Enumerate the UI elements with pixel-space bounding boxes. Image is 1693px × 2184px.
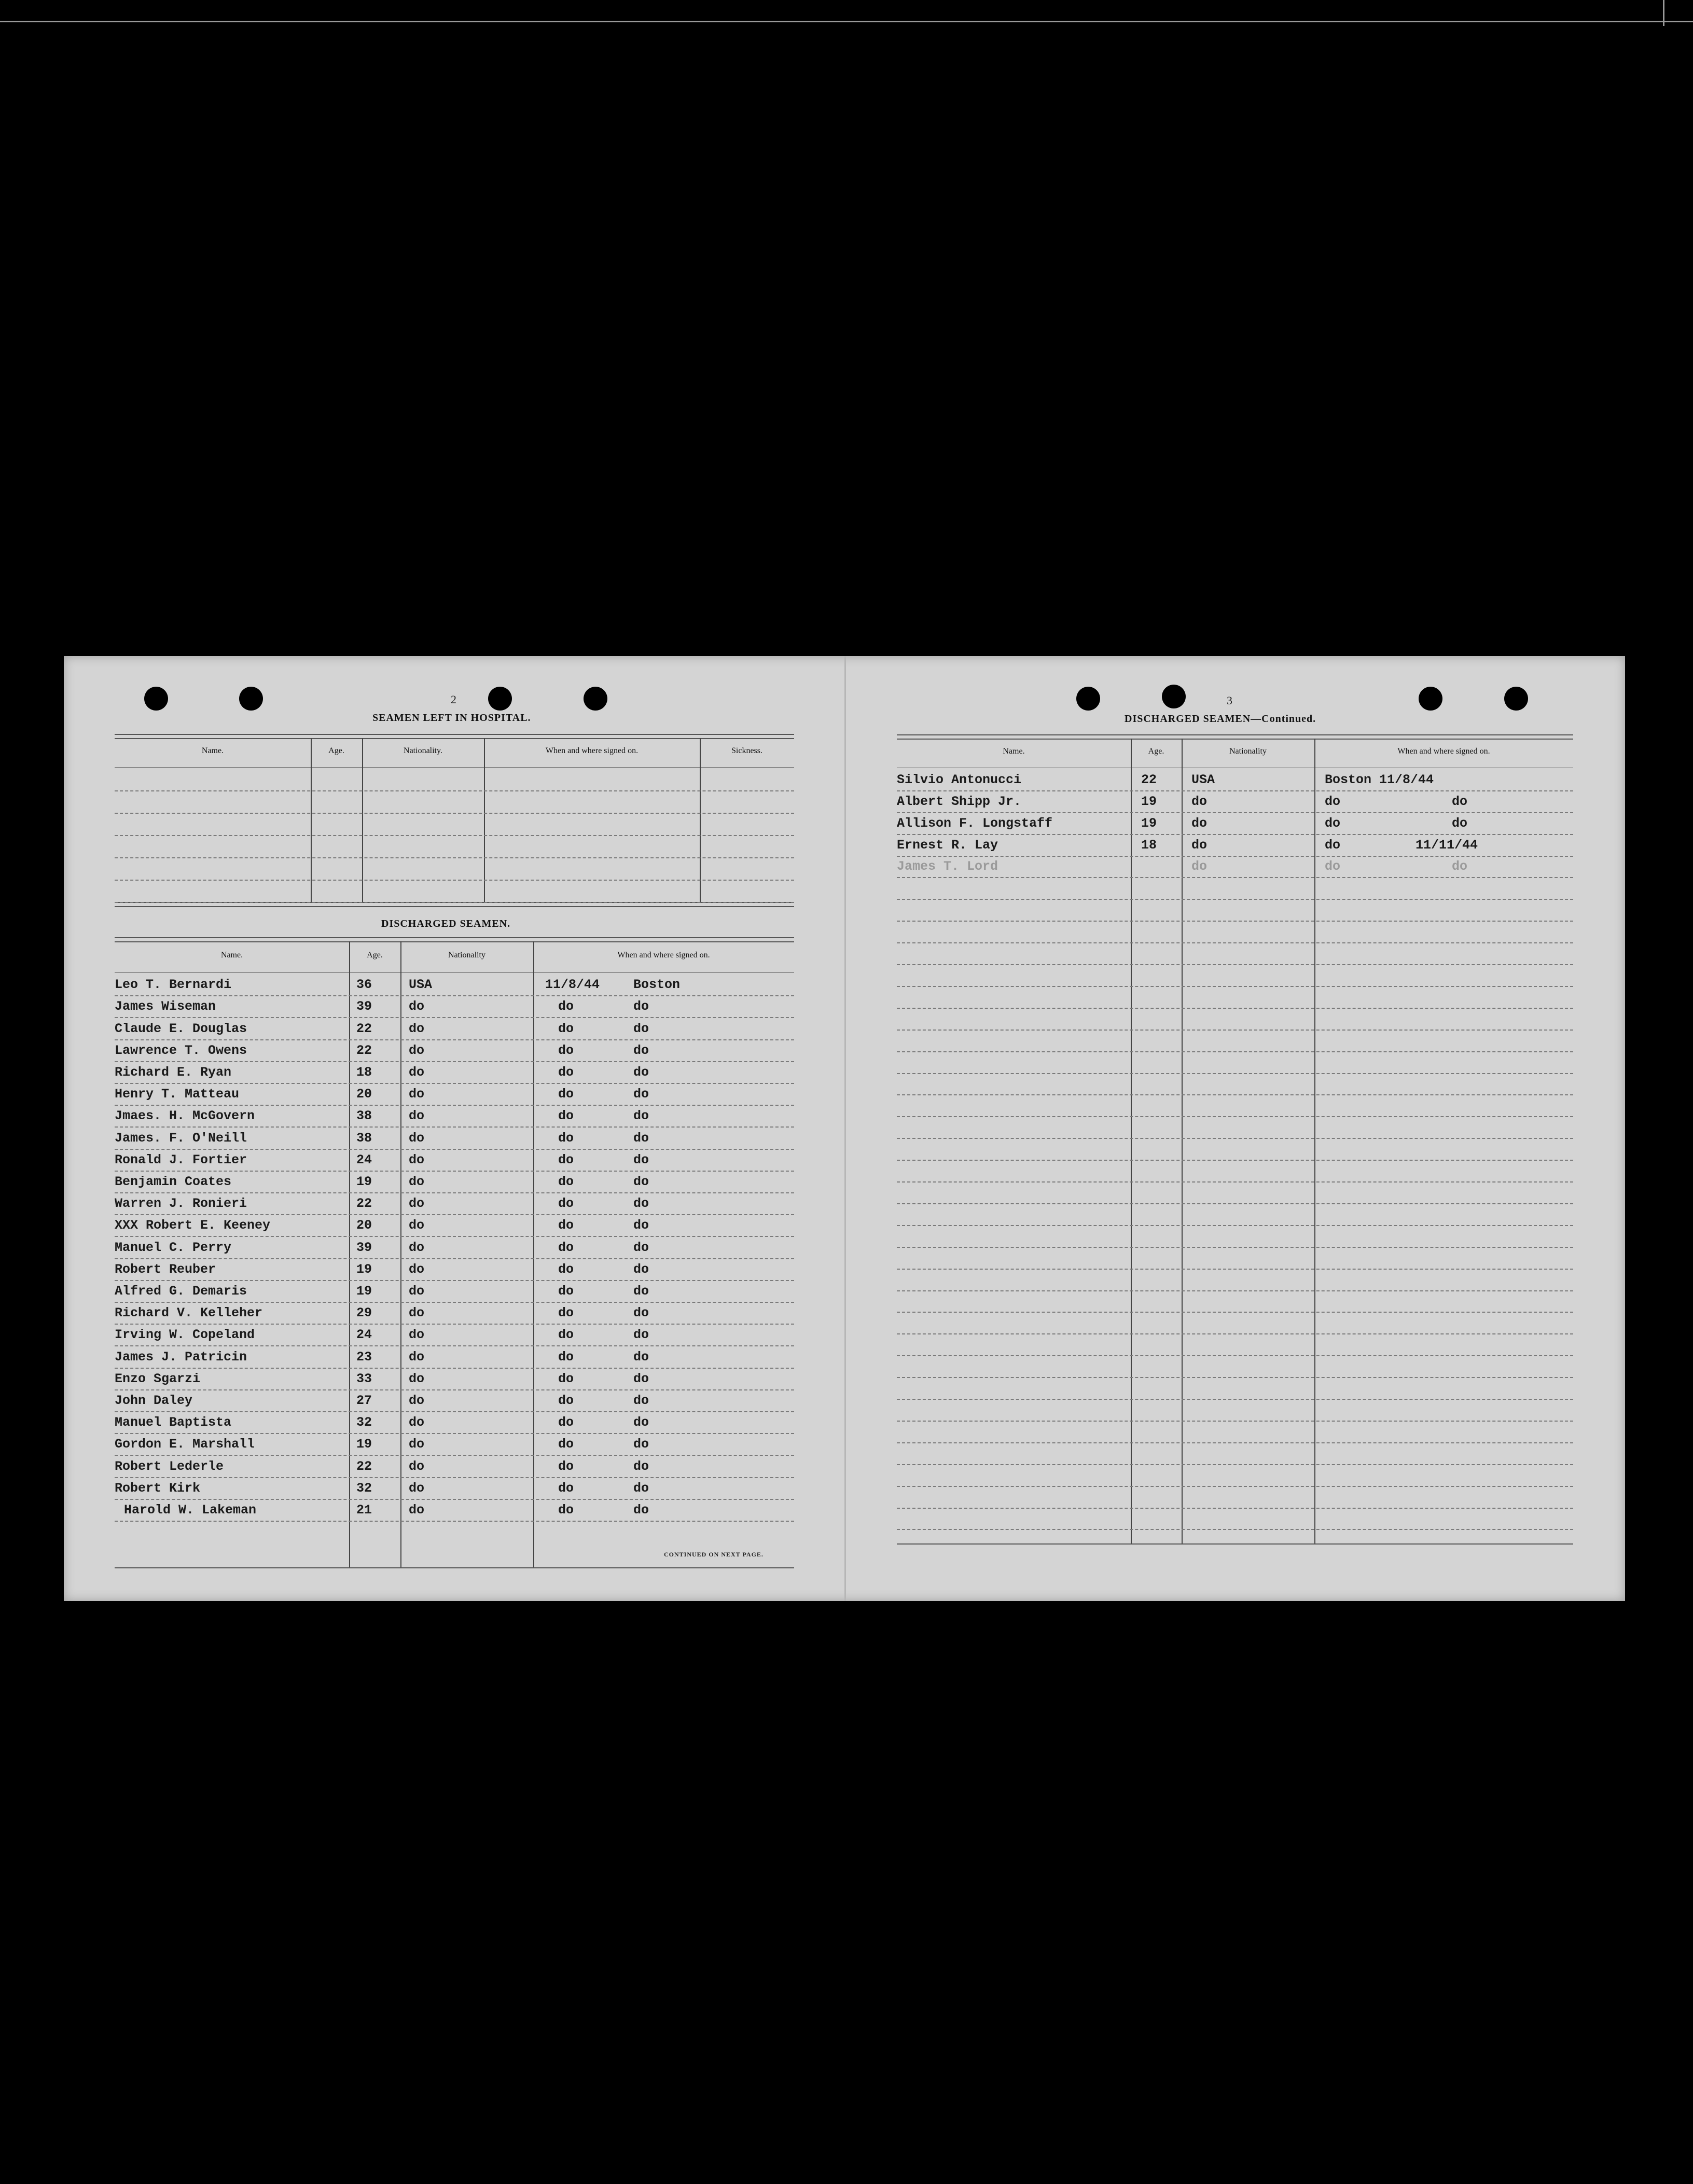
table-row xyxy=(897,1312,1573,1335)
table-row xyxy=(897,942,1573,965)
table-row xyxy=(115,790,794,814)
signed-on-date: do xyxy=(558,1349,574,1365)
seaman-nationality: do xyxy=(409,1305,425,1321)
signed-on-date: do xyxy=(558,1305,574,1321)
seaman-nationality: do xyxy=(409,999,425,1014)
continued-header-signed-on: When and where signed on. xyxy=(1397,747,1490,756)
table-row xyxy=(897,1203,1573,1226)
seaman-name: Benjamin Coates xyxy=(115,1174,232,1189)
table-row xyxy=(897,1377,1573,1400)
seaman-age: 19 xyxy=(1141,815,1157,831)
signed-on-date: do xyxy=(558,1480,574,1496)
seaman-name: Robert Reuber xyxy=(115,1261,216,1277)
signed-on-date: do xyxy=(558,1021,574,1036)
seaman-nationality: do xyxy=(409,1327,425,1343)
seaman-nationality: do xyxy=(409,1437,425,1452)
table-row xyxy=(897,1508,1573,1531)
hospital-section-title: SEAMEN LEFT IN HOSPITAL. xyxy=(372,712,531,724)
continued-header-age: Age. xyxy=(1148,747,1164,756)
table-row xyxy=(115,1214,794,1237)
table-row xyxy=(115,1236,794,1259)
seaman-name: Robert Lederle xyxy=(115,1458,224,1474)
punch-hole xyxy=(1076,687,1100,711)
table-row xyxy=(115,1368,794,1390)
punch-hole xyxy=(1419,687,1442,711)
signed-on-date: do xyxy=(558,1196,574,1212)
signed-on-place: do xyxy=(1452,815,1468,831)
signed-on-date: do xyxy=(558,1393,574,1408)
table-row xyxy=(897,790,1573,813)
discharged-continued-table xyxy=(897,734,1573,1543)
punch-hole xyxy=(584,687,607,711)
document-sheet xyxy=(64,656,1625,1601)
seaman-name: Lawrence T. Owens xyxy=(115,1042,247,1058)
seaman-nationality: do xyxy=(409,1087,425,1102)
table-row xyxy=(115,1499,794,1522)
seaman-nationality: do xyxy=(409,1064,425,1080)
table-row xyxy=(897,1442,1573,1465)
seaman-age: 19 xyxy=(356,1437,372,1452)
signed-on-date: do xyxy=(558,1087,574,1102)
signed-on-place: do xyxy=(1452,794,1468,809)
table-row xyxy=(115,768,794,791)
signed-on-place: do xyxy=(633,1305,649,1321)
discharged-header-age: Age. xyxy=(367,951,383,959)
seaman-age: 39 xyxy=(356,1240,372,1255)
table-row xyxy=(115,1280,794,1303)
seaman-nationality: do xyxy=(409,1196,425,1212)
signed-on-date: do xyxy=(558,1371,574,1386)
seaman-age: 22 xyxy=(356,1021,372,1036)
seaman-nationality: do xyxy=(1191,815,1208,831)
table-row xyxy=(897,1095,1573,1118)
table-row xyxy=(115,1126,794,1149)
seaman-age: 22 xyxy=(356,1458,372,1474)
signed-on-place: do xyxy=(633,1064,649,1080)
seaman-age: 21 xyxy=(356,1502,372,1518)
continued-header-name: Name. xyxy=(1003,747,1025,756)
signed-on-place: do xyxy=(633,1108,649,1124)
table-row xyxy=(115,1455,794,1478)
seaman-age: 24 xyxy=(356,1152,372,1167)
seaman-age: 33 xyxy=(356,1371,372,1386)
signed-on-place: do xyxy=(633,1130,649,1146)
table-row xyxy=(897,1138,1573,1161)
seaman-nationality: do xyxy=(409,1261,425,1277)
continued-footer: CONTINUED ON NEXT PAGE. xyxy=(664,1551,764,1558)
signed-on-place: do xyxy=(633,1174,649,1189)
seaman-name: James J. Patricin xyxy=(115,1349,247,1365)
table-row xyxy=(897,899,1573,922)
top-border-line xyxy=(0,21,1693,22)
table-row xyxy=(115,835,794,858)
table-row xyxy=(897,1247,1573,1270)
seaman-nationality: do xyxy=(409,1108,425,1124)
table-row xyxy=(115,1258,794,1281)
seaman-age: 27 xyxy=(356,1393,372,1408)
discharged-continued-title: DISCHARGED SEAMEN—Continued. xyxy=(1125,713,1316,725)
table-row xyxy=(115,1039,794,1062)
table-row xyxy=(897,1181,1573,1204)
table-row xyxy=(115,1061,794,1084)
page-fold xyxy=(844,656,846,1601)
seaman-nationality: do xyxy=(1191,859,1208,874)
seaman-age: 18 xyxy=(356,1064,372,1080)
table-row xyxy=(115,1017,794,1040)
punch-hole xyxy=(144,687,168,711)
table-row xyxy=(115,1192,794,1215)
discharged-header-signed-on: When and where signed on. xyxy=(617,951,710,959)
signed-on-date: do xyxy=(558,1064,574,1080)
signed-on-date: do xyxy=(558,1240,574,1255)
seaman-nationality: do xyxy=(409,1130,425,1146)
table-row xyxy=(897,1008,1573,1031)
signed-on-place: do xyxy=(633,999,649,1014)
seaman-age: 22 xyxy=(1141,772,1157,787)
table-row xyxy=(897,1225,1573,1248)
seaman-age: 20 xyxy=(356,1218,372,1233)
table-row xyxy=(115,1477,794,1500)
signed-on-place: do xyxy=(633,1087,649,1102)
seaman-age: 39 xyxy=(356,999,372,1014)
signed-on-date: do xyxy=(558,1261,574,1277)
seaman-age: 19 xyxy=(356,1174,372,1189)
punch-hole xyxy=(239,687,263,711)
signed-on-place: do xyxy=(633,1261,649,1277)
signed-on-date: do xyxy=(558,999,574,1014)
seaman-age: 18 xyxy=(1141,837,1157,853)
signed-on-place: do xyxy=(633,1349,649,1365)
seaman-name: Manuel Baptista xyxy=(115,1415,232,1430)
table-row xyxy=(115,813,794,836)
page-number-right: 3 xyxy=(1227,694,1232,707)
table-row xyxy=(115,1411,794,1434)
seaman-nationality: do xyxy=(409,1415,425,1430)
seaman-age: 19 xyxy=(1141,794,1157,809)
table-row xyxy=(115,973,794,996)
seaman-name: Ronald J. Fortier xyxy=(115,1152,247,1167)
seaman-name: Allison F. Longstaff xyxy=(897,815,1053,831)
signed-on-place: do xyxy=(1452,859,1468,874)
signed-on-place: do xyxy=(633,1042,649,1058)
signed-on-date: do xyxy=(1325,837,1341,853)
table-row xyxy=(115,1149,794,1172)
seaman-name: Richard V. Kelleher xyxy=(115,1305,263,1321)
seaman-age: 38 xyxy=(356,1130,372,1146)
signed-on-place: do xyxy=(633,1393,649,1408)
signed-on-place: do xyxy=(633,1152,649,1167)
table-row xyxy=(897,1355,1573,1378)
hospital-header-nationality: Nationality. xyxy=(404,746,442,755)
signed-on-place: do xyxy=(633,1240,649,1255)
seaman-name: Irving W. Copeland xyxy=(115,1327,255,1343)
seaman-nationality: do xyxy=(409,1042,425,1058)
seaman-name: Claude E. Douglas xyxy=(115,1021,247,1036)
signed-on-date: do xyxy=(558,1174,574,1189)
seaman-name: Warren J. Ronieri xyxy=(115,1196,247,1212)
seaman-name: Jmaes. H. McGovern xyxy=(115,1108,255,1124)
seaman-nationality: do xyxy=(1191,794,1208,809)
seaman-age: 24 xyxy=(356,1327,372,1343)
signed-on-place: do xyxy=(633,1415,649,1430)
seaman-age: 32 xyxy=(356,1415,372,1430)
seaman-nationality: do xyxy=(409,1283,425,1299)
table-row xyxy=(897,1073,1573,1096)
signed-on-date: do xyxy=(1325,815,1341,831)
table-row xyxy=(115,1433,794,1456)
table-row xyxy=(115,1171,794,1193)
discharged-header-nationality: Nationality xyxy=(448,951,485,959)
table-row xyxy=(897,769,1573,791)
table-row xyxy=(897,986,1573,1009)
seaman-age: 19 xyxy=(356,1283,372,1299)
signed-on-date: do xyxy=(558,1502,574,1518)
table-row xyxy=(115,1302,794,1325)
seaman-name: XXX Robert E. Keeney xyxy=(115,1218,271,1233)
seaman-nationality: do xyxy=(409,1021,425,1036)
signed-on-place: do xyxy=(633,1196,649,1212)
seaman-nationality: USA xyxy=(409,977,433,993)
continued-header-nationality: Nationality xyxy=(1229,747,1267,756)
hospital-header-signed-on: When and where signed on. xyxy=(545,746,639,755)
table-row xyxy=(115,1083,794,1106)
seaman-name: James Wiseman xyxy=(115,999,216,1014)
table-row xyxy=(897,1421,1573,1443)
table-row xyxy=(897,1269,1573,1291)
signed-on-date: do xyxy=(558,1415,574,1430)
seaman-age: 22 xyxy=(356,1042,372,1058)
discharged-section-title: DISCHARGED SEAMEN. xyxy=(381,918,511,929)
seaman-name: Alfred G. Demaris xyxy=(115,1283,247,1299)
signed-on-place: do xyxy=(633,1371,649,1386)
hospital-header-name: Name. xyxy=(201,746,224,755)
seaman-name: Manuel C. Perry xyxy=(115,1240,232,1255)
punch-hole xyxy=(1504,687,1528,711)
signed-on-date: do xyxy=(558,1130,574,1146)
seaman-name: Henry T. Matteau xyxy=(115,1087,240,1102)
seaman-nationality: do xyxy=(409,1393,425,1408)
signed-on-date: do xyxy=(558,1108,574,1124)
corner-tick-mark xyxy=(1663,0,1664,26)
seaman-nationality: USA xyxy=(1191,772,1215,787)
seaman-name: Albert Shipp Jr. xyxy=(897,794,1022,809)
signed-on-place: Boston xyxy=(633,977,681,993)
table-row xyxy=(115,857,794,881)
signed-on-place: do xyxy=(633,1502,649,1518)
page-number-left: 2 xyxy=(451,693,456,706)
signed-on-place: do xyxy=(633,1283,649,1299)
seaman-name: James. F. O'Neill xyxy=(115,1130,247,1146)
seaman-age: 32 xyxy=(356,1480,372,1496)
seaman-nationality: do xyxy=(409,1480,425,1496)
table-row xyxy=(897,812,1573,835)
table-row xyxy=(897,1486,1573,1509)
table-row xyxy=(897,1160,1573,1183)
table-row xyxy=(897,856,1573,879)
table-row xyxy=(897,1333,1573,1356)
hospital-header-sickness: Sickness. xyxy=(731,746,762,755)
seaman-age: 38 xyxy=(356,1108,372,1124)
signed-on-place: do xyxy=(633,1021,649,1036)
table-row xyxy=(897,921,1573,943)
seaman-name: Ernest R. Lay xyxy=(897,837,998,853)
seaman-name: Enzo Sgarzi xyxy=(115,1371,201,1386)
seaman-nationality: do xyxy=(409,1502,425,1518)
table-row xyxy=(115,880,794,903)
punch-hole xyxy=(1162,685,1186,708)
table-row xyxy=(115,995,794,1018)
seaman-name: Silvio Antonucci xyxy=(897,772,1022,787)
signed-on-date: do xyxy=(1325,794,1341,809)
seaman-name: Richard E. Ryan xyxy=(115,1064,232,1080)
signed-on-place: do xyxy=(633,1458,649,1474)
signed-on-date: do xyxy=(558,1458,574,1474)
table-row xyxy=(897,878,1573,900)
seaman-nationality: do xyxy=(409,1174,425,1189)
seaman-age: 23 xyxy=(356,1349,372,1365)
seaman-nationality: do xyxy=(409,1371,425,1386)
seaman-name: John Daley xyxy=(115,1393,193,1408)
table-row xyxy=(897,1290,1573,1313)
signed-on-date: do xyxy=(558,1218,574,1233)
signed-on-date: 11/8/44 xyxy=(545,977,600,993)
seaman-age: 20 xyxy=(356,1087,372,1102)
seaman-nationality: do xyxy=(409,1152,425,1167)
seaman-name: Robert Kirk xyxy=(115,1480,201,1496)
seaman-age: 29 xyxy=(356,1305,372,1321)
seaman-nationality: do xyxy=(409,1349,425,1365)
table-row xyxy=(115,1345,794,1368)
signed-on-date: do xyxy=(558,1327,574,1343)
seaman-age: 22 xyxy=(356,1196,372,1212)
hospital-header-age: Age. xyxy=(328,746,344,755)
table-row xyxy=(897,1464,1573,1487)
signed-on-date: Boston 11/8/44 xyxy=(1325,772,1434,787)
seaman-nationality: do xyxy=(409,1240,425,1255)
seaman-age: 19 xyxy=(356,1261,372,1277)
signed-on-place: do xyxy=(633,1480,649,1496)
seaman-name: James T. Lord xyxy=(897,859,998,874)
signed-on-date: do xyxy=(558,1152,574,1167)
seaman-nationality: do xyxy=(409,1458,425,1474)
signed-on-place: do xyxy=(633,1218,649,1233)
seaman-name: Gordon E. Marshall xyxy=(115,1437,255,1452)
table-row xyxy=(897,964,1573,987)
table-row xyxy=(897,834,1573,857)
table-row xyxy=(115,1105,794,1128)
seaman-age: 36 xyxy=(356,977,372,993)
signed-on-date: do xyxy=(558,1437,574,1452)
table-row xyxy=(897,1051,1573,1074)
seaman-nationality: do xyxy=(409,1218,425,1233)
table-row xyxy=(115,1324,794,1346)
seaman-name: Leo T. Bernardi xyxy=(115,977,232,993)
table-row xyxy=(897,1030,1573,1052)
hospital-table xyxy=(115,734,794,909)
punch-hole xyxy=(488,687,512,711)
table-row xyxy=(115,1389,794,1412)
discharged-header-name: Name. xyxy=(220,951,243,959)
seaman-nationality: do xyxy=(1191,837,1208,853)
seaman-name: Harold W. Lakeman xyxy=(124,1502,257,1518)
signed-on-date: do xyxy=(558,1283,574,1299)
table-row xyxy=(897,1399,1573,1422)
signed-on-place: do xyxy=(633,1327,649,1343)
signed-on-date: do xyxy=(558,1042,574,1058)
signed-on-place: 11/11/44 xyxy=(1416,837,1478,853)
signed-on-place: do xyxy=(633,1437,649,1452)
signed-on-date: do xyxy=(1325,859,1341,874)
table-row xyxy=(897,1116,1573,1139)
discharged-table xyxy=(115,937,794,1567)
